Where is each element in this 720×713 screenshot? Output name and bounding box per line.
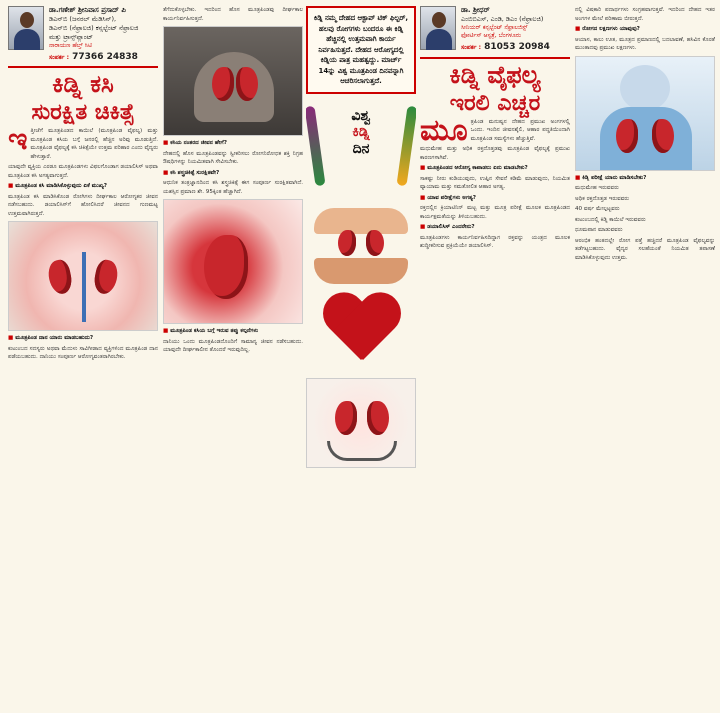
far-right-question-2: ■ ಕಿಡ್ನಿ ಪರೀಕ್ಷೆ ಯಾರು ಮಾಡಿಸಬೇಕು? bbox=[575, 174, 715, 183]
left-dropcap: ಇ bbox=[8, 122, 28, 158]
left-author-degree: ಡಿಎನ್‌ಬಿ (ಜನರಲ್ ಮೆಡಿಸಿನ್), bbox=[49, 15, 117, 24]
right-headline-1: ಕಿಡ್ನಿ ವೈಫಲ್ಯ bbox=[449, 60, 541, 89]
ribbon-right-icon bbox=[396, 105, 416, 186]
held-kidney-left bbox=[212, 67, 234, 101]
left-para-3: ಕುಟುಂಬದ ಸದಸ್ಯರು ಅಥವಾ ಮೆದುಳು ಸಾವಿಗೀಡಾದ ವ್ಯಕ್ತಿಗಳಿಂದ ಮೂತ್ರಪಿಂಡ ದಾನ ಪಡೆಯಬಹುದು. ದಾನಿಯು ಸಂಪೂರ್ಣ ಆರೋಗ್ಯವಂತರಾಗಿರಬೇಕು. bbox=[8, 345, 158, 361]
bottom-hand-shape bbox=[314, 258, 408, 284]
hands-holding-kidneys-image bbox=[306, 198, 416, 288]
left-article bbox=[8, 6, 158, 707]
right-article-body bbox=[420, 112, 570, 251]
left-author-role2: ಮತ್ತು ಟ್ರಾನ್ಸ್‌ಪ್ಲಾಂಟ್ bbox=[49, 32, 93, 41]
world-kidney-day-badge bbox=[306, 100, 416, 192]
doctor-body-shape bbox=[600, 107, 692, 171]
center-kidney-left bbox=[338, 230, 356, 256]
kidney-anatomy-image bbox=[8, 221, 158, 331]
left-author-name: ಡಾ.ಗಣೇಶ್ ಶ್ರೀನಿವಾಸ ಪ್ರಸಾದ್ ಪಿ bbox=[49, 6, 126, 14]
far-right-para-1: ನಲ್ಲಿ ವಿಷಕಾರಿ ಪದಾರ್ಥಗಳು ಸಂಗ್ರಹವಾಗುತ್ತವೆ. ಇದರಿಂದ ದೇಹದ ಇತರ ಅಂಗಗಳ ಮೇಲೆ ಪರಿಣಾಮ ಬೀರುತ್ತದೆ. bbox=[575, 7, 715, 22]
world-kidney-day-label: ವಿಶ್ವ ಕಿಡ್ನಿ ದಿನ bbox=[351, 107, 371, 158]
far-right-bullet-4: ಕುಟುಂಬದಲ್ಲಿ ಕಿಡ್ನಿ ಕಾಯಿಲೆ ಇರುವವರು bbox=[575, 216, 646, 223]
right-author-hospital: ಫೋರ್ಟಿಸ್ ಆಸ್ಪತ್ರೆ, ಬೆಂಗಳೂರು bbox=[461, 32, 521, 40]
far-right-bullet-2: ಅಧಿಕ ರಕ್ತದೊತ್ತಡ ಇರುವವರು bbox=[575, 195, 630, 202]
right-question-2: ■ ಯಾವ ಪರೀಕ್ಷೆಗಳು ಅಗತ್ಯ? bbox=[420, 194, 570, 203]
mid-question-3: ■ ಮೂತ್ರಪಿಂಡ ಕಸಿಯ ಬಗ್ಗೆ ಇರುವ ತಪ್ಪು ಕಲ್ಪನೆಗಳು bbox=[163, 327, 303, 336]
kidney-closeup-shape bbox=[204, 235, 248, 299]
vein-shape bbox=[82, 252, 86, 322]
mid-para-4: ದಾನಿಯು ಒಂದು ಮೂತ್ರಪಿಂಡದೊಂದಿಗೆ ಸಾಮಾನ್ಯ ಜೀವನ ನಡೆಸಬಹುದು. ಯಾವುದೇ ದೀರ್ಘಕಾಲೀನ ತೊಂದರೆ ಇರುವುದಿಲ್ಲ. bbox=[163, 338, 303, 353]
left-author-role: ಡಿಎನ್‌ಬಿ (ನೆಫ್ರಾಲಜಿ) ಕನ್ಸಲ್ಟೆಂಟ್ ನೆಫ್ರಾಲಜಿ bbox=[49, 24, 139, 33]
right-question-3: ■ ಡಯಾಲಿಸಿಸ್ ಎಂದರೇನು? bbox=[420, 223, 570, 232]
left-author-block bbox=[8, 6, 158, 68]
patient-holding-kidney-image bbox=[163, 26, 303, 136]
right-author-role: ಸೀನಿಯರ್ ಕನ್ಸಲ್ಟೆಂಟ್ ನೆಫ್ರಾಲಜಿಸ್ಟ್ bbox=[461, 24, 528, 32]
doctor-holding-kidneys-image bbox=[575, 56, 715, 171]
center-graphics bbox=[306, 6, 416, 707]
doctor-head-shape bbox=[620, 65, 670, 111]
right-author-block bbox=[420, 6, 570, 59]
right-para-3: ರಕ್ತದಲ್ಲಿನ ಕ್ರಿಯಾಟಿನಿನ್ ಮಟ್ಟ ಮತ್ತು ಮೂತ್ರ ಪರೀಕ್ಷೆ ಮೂಲಕ ಮೂತ್ರಪಿಂಡದ ಕಾರ್ಯಕ್ಷಮತೆಯನ್ನು ತಿಳಿಯಬಹುದು. bbox=[420, 205, 570, 220]
far-right-bullet-3: 40 ವರ್ಷ ಮೇಲ್ಪಟ್ಟವರು bbox=[575, 206, 620, 212]
mid-question-1: ■ ಕಸಿಯ ನಂತರದ ಜೀವನ ಹೇಗೆ? bbox=[163, 139, 303, 148]
right-para-4: ಮೂತ್ರಪಿಂಡಗಳು ಕಾರ್ಯನಿರ್ವಹಿಸದಿದ್ದಾಗ ರಕ್ತವನ್ನು ಯಂತ್ರದ ಮೂಲಕ ಶುದ್ಧೀಕರಿಸುವ ಪ್ರಕ್ರಿಯೆಯೇ ಡಯಾಲಿಸಿಸ್. bbox=[420, 234, 570, 250]
kidney-left-shape bbox=[46, 258, 75, 296]
right-intro: ತ್ರಪಿಂಡ ಮನುಷ್ಯನ ದೇಹದ ಪ್ರಮುಖ ಅಂಗಗಳಲ್ಲಿ ಒಂದು. ಇಂದಿನ ಜೀವನಶೈಲಿ, ಆಹಾರ ಪದ್ಧತಿಯಿಂದಾಗಿ ಮೂತ್ರಪಿಂಡ ಸಮಸ್ಯೆಗಳು ಹೆಚ್ಚುತ್ತಿವೆ. bbox=[470, 118, 570, 142]
left-para-2: ಮೂತ್ರಪಿಂಡ ಕಸಿ ಮಾಡಿಸಿಕೊಂಡ ರೋಗಿಗಳು ದೀರ್ಘಕಾಲ ಆರೋಗ್ಯಕರ ಜೀವನ ನಡೆಸಬಹುದು. ಡಯಾಲಿಸಿಸ್‌ಗೆ ಹೋಲಿಸಿದರೆ ಜೀವನದ ಗುಣಮಟ್ಟ ಉತ್ತಮವಾಗಿರುತ್ತದೆ. bbox=[8, 193, 158, 217]
right-question-1: ■ ಮೂತ್ರಪಿಂಡದ ಆರೋಗ್ಯ ಕಾಪಾಡಲು ಏನು ಮಾಡಬೇಕು? bbox=[420, 164, 570, 173]
steth-kidney-right bbox=[367, 401, 389, 435]
right-author-phone: ಸಂಪರ್ಕ : 81053 20984 bbox=[461, 42, 550, 53]
far-right-bullet-1: ಮಧುಮೇಹ ಇರುವವರು bbox=[575, 185, 619, 191]
left-headline-2: ಸುರಕ್ಷಿತ ಚಿಕಿತ್ಸೆ bbox=[31, 100, 135, 126]
left-headline-1: ಕಿಡ್ನಿ ಕಸಿ bbox=[52, 69, 114, 98]
doctor-kidney-left bbox=[616, 119, 638, 153]
mid-para-3: ಆಧುನಿಕ ತಂತ್ರಜ್ಞಾನದಿಂದ ಕಸಿ ಶಸ್ತ್ರಚಿಕಿತ್ಸೆ ಈಗ ಸಂಪೂರ್ಣ ಸುರಕ್ಷಿತವಾಗಿದೆ. ಯಶಸ್ಸಿನ ಪ್ರಮಾಣ ಶೇ. 95ಕ್ಕಿಂತ ಹೆಚ್ಚಾಗಿದೆ. bbox=[163, 180, 303, 195]
ribbon-left-icon bbox=[306, 105, 326, 186]
far-right-para-3: ಆರಂಭಿಕ ಹಂತದಲ್ಲೇ ರೋಗ ಪತ್ತೆ ಹಚ್ಚಿದರೆ ಮೂತ್ರಪಿಂಡ ವೈಫಲ್ಯವನ್ನು ತಡೆಗಟ್ಟಬಹುದು. ವೈದ್ಯರ ಸಲಹೆಯಂತೆ ನಿಯಮಿತ ತಪಾಸಣೆ ಮಾಡಿಸಿಕೊಳ್ಳುವುದು ಉತ್ತಮ. bbox=[575, 237, 715, 261]
mid-para-1: ತೆಗೆದುಕೊಳ್ಳಬೇಕು. ಇದರಿಂದ ಹೊಸ ಮೂತ್ರಪಿಂಡವು ದೀರ್ಘಕಾಲ ಕಾರ್ಯನಿರ್ವಹಿಸುತ್ತದೆ. bbox=[163, 7, 303, 22]
left-author-photo bbox=[8, 6, 44, 50]
left-question-1: ■ ಮೂತ್ರಪಿಂಡ ಕಸಿ ಮಾಡಿಸಿಕೊಳ್ಳುವುದು ಏಕೆ ಮುಖ್ಯ? bbox=[8, 182, 158, 191]
mid-para-2: ದೇಹದಲ್ಲಿ ಹೊಸ ಮೂತ್ರಪಿಂಡವನ್ನು ಸ್ವೀಕರಿಸಲು ರೋಗನಿರೋಧಕ ಶಕ್ತಿ ನಿಗ್ರಹ ಔಷಧಿಗಳನ್ನು ನಿಯಮಿತವಾಗಿ ಸೇವಿಸಬೇಕು. bbox=[163, 150, 303, 165]
left-article-body bbox=[8, 122, 158, 218]
kidney-right-shape bbox=[92, 258, 121, 296]
left-question-2: ■ ಮೂತ್ರಪಿಂಡ ದಾನ ಯಾರು ಮಾಡಬಹುದು? bbox=[8, 334, 158, 343]
kidney-closeup-image bbox=[163, 199, 303, 324]
stethoscope-icon bbox=[327, 441, 397, 461]
left-intro: ತ್ತೀಚೆಗೆ ಮೂತ್ರಪಿಂಡದ ಕಾಯಿಲೆ (ಮೂತ್ರಪಿಂಡ ವೈಫಲ್ಯ) ಮತ್ತು ಮೂತ್ರಪಿಂಡ ಕಸಿಯ ಬಗ್ಗೆ ಜನರಲ್ಲಿ ಹೆಚ್ಚಿನ ಅರಿವು ಮೂಡುತ್ತಿದೆ. ಮೂತ್ರಪಿಂಡ ವೈಫಲ್ಯಕ್ಕೆ ಕಸಿ ಚಿಕಿತ್ಸೆಯೇ ಉತ್ತಮ ಪರಿಹಾರ ಎಂದು ವೈದ್ಯರು ಹೇಳುತ್ತಾರೆ. bbox=[30, 128, 158, 160]
center-kidney-right bbox=[366, 230, 384, 256]
stethoscope-kidney-image bbox=[306, 378, 416, 468]
right-dropcap: ಮೂ bbox=[420, 112, 468, 148]
far-right-para-2: ಆಯಾಸ, ಕಾಲು ಊತ, ಮೂತ್ರದ ಪ್ರಮಾಣದಲ್ಲಿ ಬದಲಾವಣೆ, ಹಸಿವಿನ ಕೊರತೆ ಮುಂತಾದವು ಪ್ರಮುಖ ಲಕ್ಷಣಗಳು. bbox=[575, 36, 715, 51]
right-para-2: ಸಾಕಷ್ಟು ನೀರು ಕುಡಿಯುವುದು, ಉಪ್ಪಿನ ಸೇವನೆ ಕಡಿಮೆ ಮಾಡುವುದು, ನಿಯಮಿತ ವ್ಯಾಯಾಮ ಮತ್ತು ಸಮತೋಲಿತ ಆಹಾರ ಅಗತ್ಯ. bbox=[420, 175, 570, 191]
heart-kidney-icon bbox=[321, 294, 401, 372]
torso-shape bbox=[194, 52, 274, 122]
top-hand-shape bbox=[314, 208, 408, 234]
center-quote-box: ಕಿಡ್ನಿ ನಮ್ಮ ದೇಹದ ಆಕ್ಟಾಪ್ ಟಿಕ್ ಫಿಲ್ಟರ್, ಹಲವು ರೋಗಗಳು ಬಂದರೂ ಈ ಕಿಡ್ನಿ ಹೆಚ್ಚಿನಲ್ಲಿ ಉತ್ತಮವಾಗಿ ಕಾರ್ಯ ನಿರ್ವಹಿಸುತ್ತದೆ. ದೇಹದ ಆರೋಗ್ಯದಲ್ಲಿ ಕಿಡ್ನಿಯ ಪಾತ್ರ ಮಹತ್ವದ್ದು. ಮಾರ್ಚ್ 14ನ್ನು ವಿಶ್ವ ಮೂತ್ರಪಿಂಡ ದಿನವನ್ನಾಗಿ ಆಚರಿಸಲಾಗುತ್ತದೆ. bbox=[306, 6, 416, 94]
right-author-degree: ಎಂಬಿಬಿಎಸ್, ಎಂಡಿ, ಡಿಎಂ (ನೆಫ್ರಾಲಜಿ) bbox=[461, 15, 544, 24]
steth-kidney-left bbox=[335, 401, 357, 435]
right-author-photo bbox=[420, 6, 456, 50]
right-para-1: ಮಧುಮೇಹ ಮತ್ತು ಅಧಿಕ ರಕ್ತದೊತ್ತಡವು ಮೂತ್ರಪಿಂಡ ವೈಫಲ್ಯಕ್ಕೆ ಪ್ರಮುಖ ಕಾರಣಗಳಾಗಿವೆ. bbox=[420, 146, 570, 161]
doctor-kidney-right bbox=[652, 119, 674, 153]
far-right-article bbox=[575, 6, 715, 707]
right-article bbox=[420, 6, 570, 707]
right-author-name: ಡಾ. ಶ್ರೀಧರ್ bbox=[461, 6, 490, 14]
mid-question-2: ■ ಕಸಿ ಶಸ್ತ್ರಚಿಕಿತ್ಸೆ ಸುರಕ್ಷಿತವೇ? bbox=[163, 169, 303, 178]
far-right-bullet-5: ಧೂಮಪಾನ ಮಾಡುವವರು bbox=[575, 227, 623, 233]
left-author-hospital: ನಾರಾಯಣ ಹೆಲ್ತ್ ಸಿಟಿ bbox=[49, 41, 92, 49]
left-para-1: ಯಾವುದೇ ವ್ಯಕ್ತಿಯ ಎರಡೂ ಮೂತ್ರಪಿಂಡಗಳು ವಿಫಲಗೊಂಡಾಗ ಡಯಾಲಿಸಿಸ್ ಅಥವಾ ಮೂತ್ರಪಿಂಡ ಕಸಿ ಅಗತ್ಯವಾಗುತ್ತದೆ. bbox=[8, 164, 158, 179]
held-kidney-right bbox=[236, 67, 258, 101]
mid-article bbox=[163, 6, 303, 707]
right-headline-2: ಇರಲಿ ಎಚ್ಚರ bbox=[449, 90, 541, 116]
left-author-phone: ಸಂಪರ್ಕ : 77366 24838 bbox=[49, 51, 138, 62]
far-right-question-1: ■ ರೋಗದ ಲಕ್ಷಣಗಳು ಯಾವುವು? bbox=[575, 25, 715, 34]
